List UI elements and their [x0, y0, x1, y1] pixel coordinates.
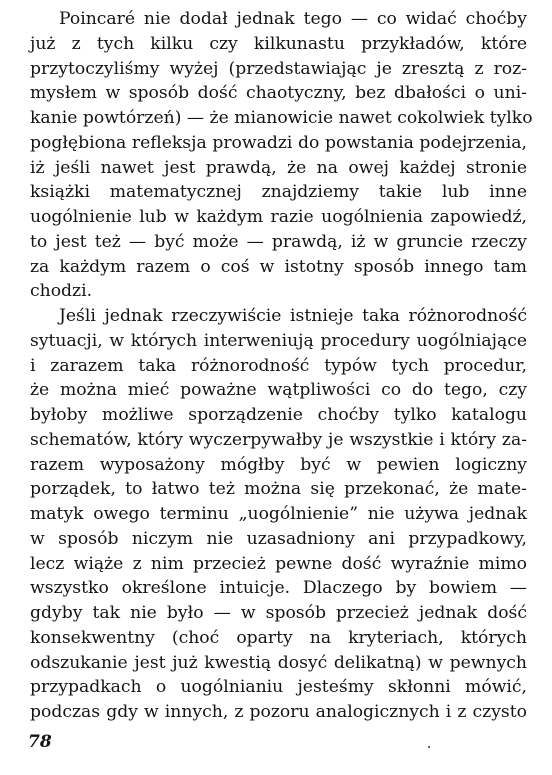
- text-line: kanie powtórzeń) — że mianowicie nawet cokolwiek tylko: [30, 108, 533, 128]
- text-line: za każdym razem o coś w istotny sposób innego tam: [30, 256, 527, 277]
- text-line: wszystko określone intuicje. Dlaczego by bowiem —: [30, 578, 527, 599]
- text-line: przytoczyliśmy wyżej (przedstawiając je zresztą z roz-: [30, 58, 527, 79]
- text-line: już z tych kilku czy kilkunastu przykładów, które: [30, 33, 527, 54]
- text-line: mysłem w sposób dość chaotyczny, bez dbałości o uni-: [30, 83, 527, 104]
- text-line: przypadkach o uogólnianiu jesteśmy skłonni mówić,: [30, 677, 527, 698]
- text-line: chodzi.: [30, 281, 93, 302]
- text-line: konsekwentny (choć oparty na kryteriach, których: [30, 627, 527, 648]
- text-line: lecz wiąże z nim przecież pewne dość wyraźnie mimo: [30, 553, 527, 574]
- text-line: byłoby możliwe sporządzenie choćby tylko katalogu: [30, 405, 527, 425]
- text-line: uogólnienie lub w każdym razie uogólnienia zapowiedź,: [30, 207, 527, 227]
- text-line: Poincaré nie dodał jednak tego — co widać choćby: [59, 9, 527, 29]
- text-line: razem wyposażony mógłby być w pewien logiczny: [30, 454, 527, 475]
- text-line: to jest też — być może — prawdą, iż w gruncie rzeczy: [30, 231, 527, 252]
- text-line: w sposób niczym nie uzasadniony ani przypadkowy,: [30, 528, 527, 549]
- text-line: odszukanie jest już kwestią dosyć delikatną) w pewnych: [30, 652, 527, 673]
- text-line: że można mieć poważne wątpliwości co do tego, czy: [30, 380, 527, 401]
- text-line: sytuacji, w których interweniują procedury uogólniające: [30, 330, 527, 351]
- text-line: matyk owego terminu „uogólnienie” nie używa jednak: [30, 504, 527, 524]
- text-line: porządek, to łatwo też można się przekonać, że mate-: [30, 479, 527, 500]
- print-speck: [428, 746, 430, 748]
- text-line: pogłębiona refleksja prowadzi do powstania podejrzenia,: [30, 132, 527, 153]
- text-line: książki matematycznej znajdziemy takie lub inne: [30, 182, 527, 203]
- text-line: podczas gdy w innych, z pozoru analogicznych i z czysto: [30, 702, 527, 722]
- text-line: i zarazem taka różnorodność typów tych procedur,: [30, 355, 527, 376]
- page-number: 78: [28, 732, 52, 752]
- text-line: schematów, który wyczerpywałby je wszystkie i który za-: [30, 429, 527, 450]
- text-line: iż jeśli nawet jest prawdą, że na owej każdej stronie: [30, 157, 527, 178]
- text-line: Jeśli jednak rzeczywiście istnieje taka różnorodność: [59, 306, 527, 326]
- text-line: gdyby tak nie było — w sposób przecież jednak dość: [30, 603, 527, 623]
